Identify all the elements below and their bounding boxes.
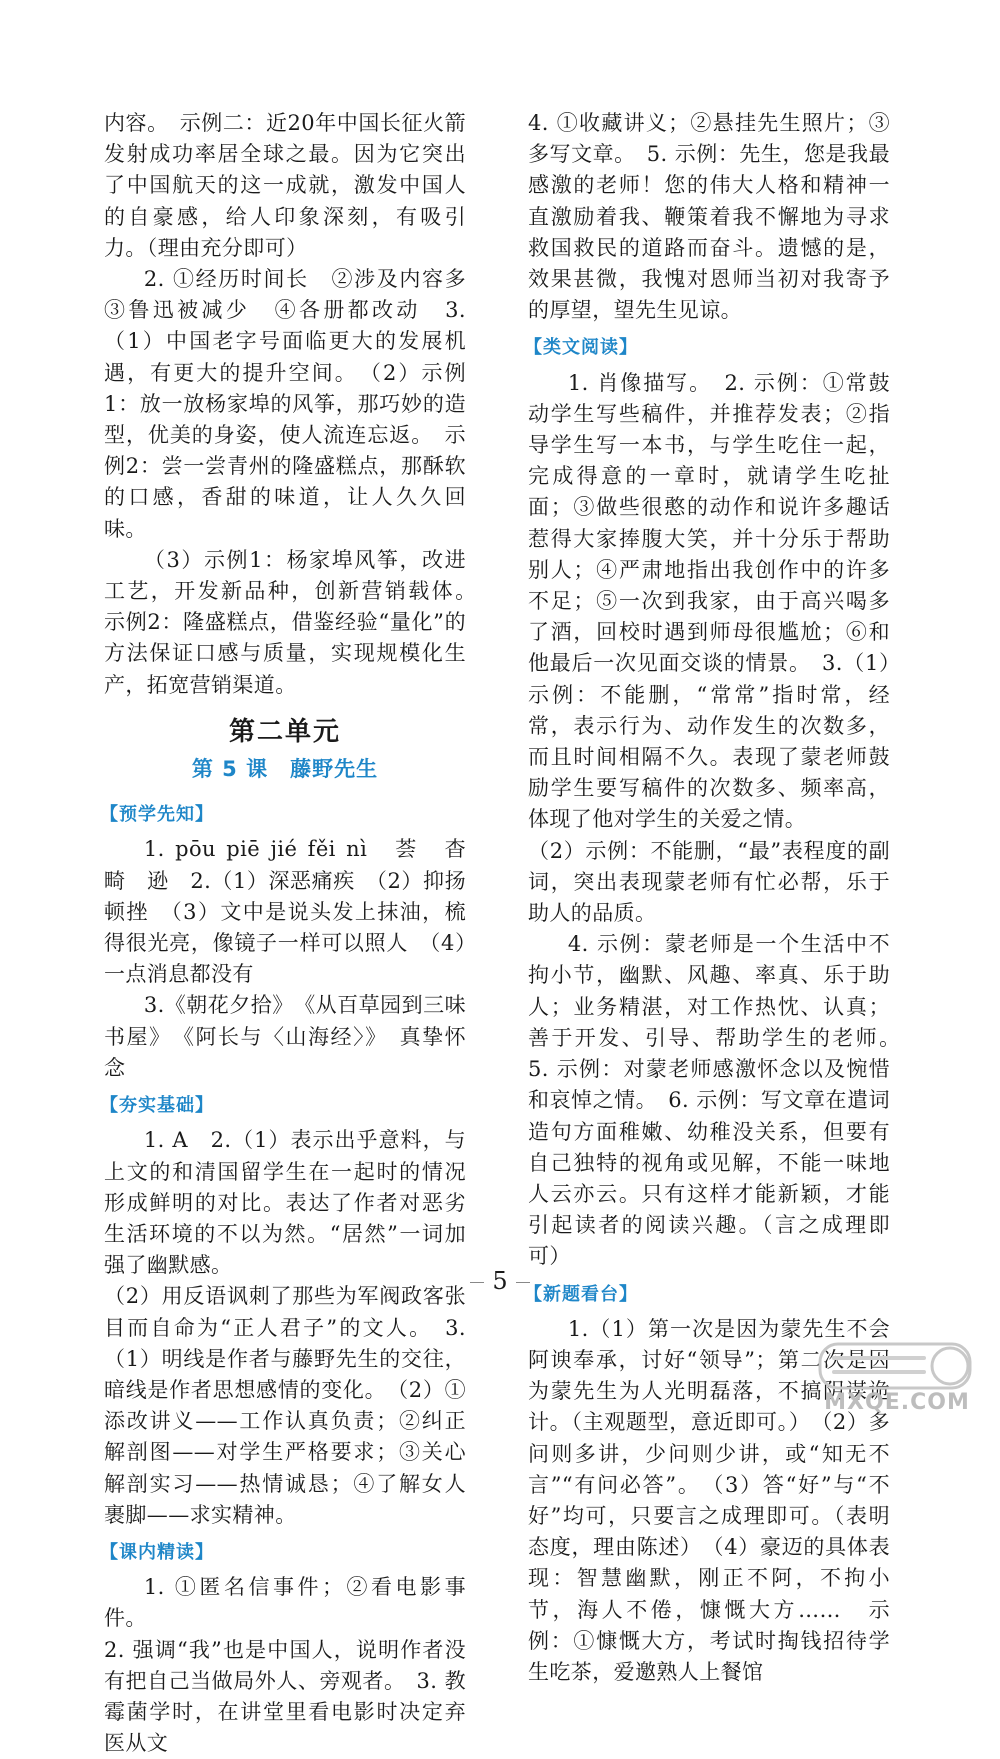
page-number: 5 <box>460 1267 540 1295</box>
section-heading-similar-reading: 【类文阅读】 <box>524 337 638 359</box>
paragraph: 2. ①经历时间长 ②涉及内容多 ③鲁迅被减少 ④各册都改动 3.（1）中国老字号面临更大的发展机遇，有更大的提升空间。 （2）示例1：放一放杨家埠的风筝，那巧妙的造型，优美的身姿，使人流连忘返。 示例2：尝一尝青州的隆盛糕点，那酥软的口感，香甜的味道，让人久久回味。 <box>104 267 488 541</box>
paragraph: 4. ①收藏讲义；②悬挂先生照片；③多写文章。 5. 示例：先生，您是我最感激的老师！您的伟大人格和精神一直激励着我、鞭策着我不懈地为寻求救国救民的道路而奋斗。遗憾的是，效果甚微，我愧对恩师当初对我寄予的厚望，望先生见谅。 <box>528 111 890 323</box>
paragraph: （2）用反语讽刺了那些为军阀政客张目而自命为“正人君子”的文人。 3.（1）明线是作者与藤野先生的交往，暗线是作者思想感情的变化。 （2）①添改讲义——工作认真负责；②纠正解剖图——对学生严格要求；③关心解剖实习——热情诚恳；④了解女人裹脚——求实精神。 <box>104 1284 466 1527</box>
paragraph: 3.《朝花夕拾》 《从百草园到三味书屋》 《阿长与〈山海经〉》 真挚怀念 <box>104 993 466 1080</box>
paragraph: 1. 肖像描写。 2. 示例：①常鼓动学生写些稿件，并推荐发表；②指导学生写一本书，与学生吃住一起，完成得意的一章时，就请学生吃扯面；③做些很憨的动作和说许多趣话惹得大家捧腹大笑，并十分乐于帮助别人；④严肃地指出我创作中的许多不足；⑤一次到我家，由于高兴喝多了酒，回校时遇到师母很尴尬；⑥和他最后一次见面交谈的情景。 3.（1）示例：不能删，“常常”指时常，经常，表示行为、动作发生的次数多，而且时间相隔不久。表现了蒙老师鼓励学生要写稿件的次数多、频率高，体现了他对学生的关爱之情。 <box>528 370 890 832</box>
watermark-logo <box>812 1338 982 1418</box>
paragraph: 2. 强调“我”也是中国人，说明作者没有把自己当做局外人、旁观者。 3. 教霉菌学时，在讲堂里看电影时决定弃医从文 <box>104 1637 466 1756</box>
paragraph: 4. 示例：蒙老师是一个生活中不拘小节，幽默、风趣、率真、乐于助人；业务精湛，对工作热忱、认真；善于开发、引导、帮助学生的老师。 5. 示例：对蒙老师感激怀念以及惋惜和哀悼之情。 6. 示例：写文章在遣词造句方面稚嫩、幼稚没关系，但要有自己独特的视角或见解，不能一味地人云亦云。只有这样才能新颖，才能引起读者的阅读兴趣。（言之成理即可） <box>528 932 912 1269</box>
paragraph: 1.（1）第一次是因为蒙先生不会阿谀奉承，讨好“领导”；第二次是因为蒙先生为人光明磊落，不搞阴谋诡计。（主观题型，意近即可。） （2）多问则多讲，少问则少讲，或“知无不言”“有问必答”。 （3）答“好”与“不好”均可，只要言之成理即可。（表明态度，理由陈述） （4）豪迈的具体表现：智慧幽默，刚正不阿，不拘小节，海人不倦，慷慨大方…… 示例：①慷慨大方，考试时掏钱招待学生吃茶，爱邀熟人上餐馆 <box>528 1316 890 1684</box>
section-heading-new-questions: 【新题看台】 <box>524 1283 638 1305</box>
paragraph: （3）示例1：杨家埠风筝，改进工艺，开发新品种，创新营销载体。 示例2：隆盛糕点，借鉴经验“量化”的方法保证口感与质量，实现规模化生产，拓宽营销渠道。 <box>104 547 488 697</box>
lesson-title: 第 5 课 藤野先生 <box>191 757 379 782</box>
unit-title: 第二单元 <box>228 716 341 747</box>
left-column <box>100 108 488 1759</box>
section-heading-preview: 【预学先知】 <box>100 804 214 826</box>
paragraph: 1. pōu piē jié fěi nì 荟 杳 畸 逊 2.（1）深恶痛疾 （2）抑扬顿挫 （3）文中是说头发上抹油，梳得很光亮，像镜子一样可以照人 （4）一点消息都没有 <box>104 837 488 987</box>
paragraph: 1. A 2.（1）表示出乎意料，与上文的和清国留学生在一起时的情况形成鲜明的对比。表达了作者对恶劣生活环境的不以为然。“居然”一词加强了幽默感。 <box>104 1128 466 1278</box>
paragraph: 1. ①匿名信事件；②看电影事件。 <box>104 1575 466 1631</box>
watermark-icon <box>812 1338 982 1394</box>
paragraph: （2）示例：不能删，“最”表程度的副词，突出表现蒙老师有忙必帮，乐于助人的品质。 <box>528 838 890 926</box>
paragraph: 内容。 示例二：近20年中国长征火箭发射成功率居全球之最。因为它突出了中国航天的这一成就，激发中国人的自豪感，给人印象深刻，有吸引力。（理由充分即可） <box>104 111 466 260</box>
watermark-text: MXQE.COM <box>824 1390 970 1415</box>
section-heading-close-reading: 【课内精读】 <box>100 1541 214 1563</box>
section-heading-basics: 【夯实基础】 <box>100 1095 214 1117</box>
